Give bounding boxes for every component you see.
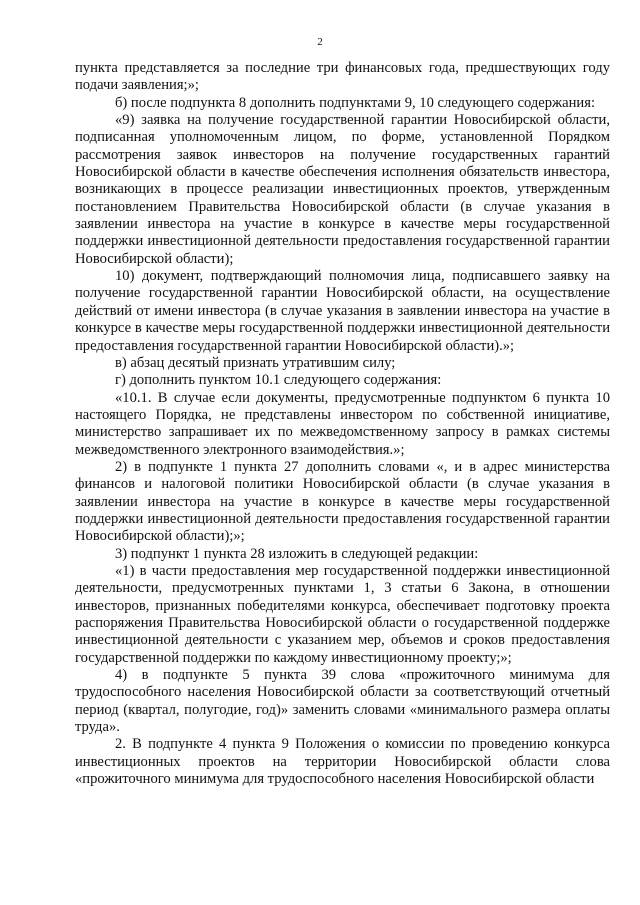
paragraph-3: 3) подпункт 1 пункта 28 изложить в следующей редакции: (115, 545, 479, 562)
paragraph-2: 2) в подпункте 1 пункта 27 дополнить словами «, и в адрес министерства финансов и налоговой политики Новосибирской области (в случае указания в заявлении инвестора на участие в конкурсе в качестве меры государственной поддержки инвестиционной деятельности предоставления государственной гарантии Новосибирской области);»; (75, 458, 610, 545)
paragraph-item-9: «9) заявка на получение государственной гарантии Новосибирской области, подписанная уполномоченным лицом, по форме, установленной Порядком рассмотрения заявок инвесторов на получение государственных гарантий Новосибирской области в качестве обеспечения исполнения обязательств инвестора, возникающих в процессе реализации инвестиционных проектов, утвержденным постановлением Правительства Новосибирской области (в случае указания в заявлении инвестора на участие в конкурсе в качестве меры государственной поддержки инвестиционной деятельности предоставления государственной гарантии Новосибирской области); (75, 112, 610, 267)
paragraph-10-1: «10.1. В случае если документы, предусмотренные подпунктом 6 пункта 10 настоящего Порядка, не представлены инвестором по собственной инициативе, министерство запрашивает их по межведомственному запросу в рамках системы межведомственного электронного взаимодействия.»; (75, 389, 610, 458)
document-body (75, 60, 610, 788)
paragraph-item-10: 10) документ, подтверждающий полномочия лица, подписавшего заявку на получение государственной гарантии Новосибирской области, на осуществление действий от имени инвестора (в случае указания в заявлении инвестора на участие в конкурсе в качестве меры государственной поддержки инвестиционной деятельности предоставления государственной гарантии Новосибирской области).»; (75, 268, 610, 354)
paragraph-g: г) дополнить пунктом 10.1 следующего содержания: (115, 372, 442, 389)
paragraph-b: б) после подпункта 8 дополнить подпунктами 9, 10 следующего содержания: (115, 94, 596, 111)
paragraph-4: 4) в подпункте 5 пункта 39 слова «прожиточного минимума для трудоспособного населения Новосибирской области за соответствующий отчетный период (квартал, полугодие, год)» заменить словами «минимального размера оплаты труда». (75, 667, 610, 736)
paragraph-continuation: пункта представляется за последние три финансовых года, предшествующих году подачи заявления;»; (75, 60, 610, 94)
paragraph-3-item-1: «1) в части предоставления мер государственной поддержки инвестиционной деятельности, предусмотренных пунктами 1, 3 статьи 6 Закона, в отношении инвесторов, признанных победителями конкурса, обеспечивает подготовку проекта распоряжения Правительства Новосибирской области о государственной поддержке инвестиционной деятельности с указанием мер, объемов и сроков предоставления государственной поддержки по каждому инвестиционному проекту;»; (75, 562, 610, 666)
page-number: 2 (317, 36, 323, 48)
paragraph-v: в) абзац десятый признать утратившим силу; (115, 354, 396, 371)
paragraph-section-2: 2. В подпункте 4 пункта 9 Положения о комиссии по проведению конкурса инвестиционных проектов на территории Новосибирской области слова «прожиточного минимума для трудоспособного населения Новосибирской области (75, 736, 610, 788)
